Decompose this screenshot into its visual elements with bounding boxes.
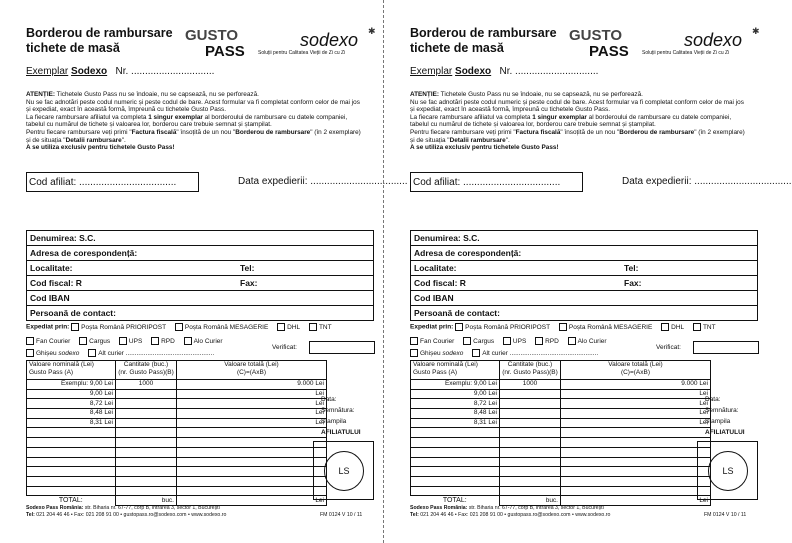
stamp-box[interactable] xyxy=(697,441,758,500)
table-row[interactable]: 8,31 Lei Lei xyxy=(27,418,327,428)
total-label: TOTAL: xyxy=(58,496,83,504)
verificat-label: Verificat: xyxy=(272,344,297,351)
fax-field[interactable]: Fax: xyxy=(237,276,374,291)
denumirea-field[interactable]: Denumirea: S.C. xyxy=(411,231,758,246)
svg-text:✱: ✱ xyxy=(368,27,376,37)
checkbox-icon[interactable] xyxy=(455,323,463,331)
header-valoare-nominala: Valoare nominală (Lei) Gusto Pass (A) xyxy=(27,361,116,380)
shipping-row-2 xyxy=(410,337,614,345)
checkbox-icon[interactable] xyxy=(472,349,480,357)
localitate-field[interactable]: Localitate: xyxy=(27,261,238,276)
tagline: Soluții pentru Calitatea Vieții de Zi cu Zi xyxy=(258,50,346,56)
cod-iban-field[interactable]: Cod IBAN xyxy=(411,291,758,306)
option-fan-courier[interactable]: Fan Courier xyxy=(410,338,454,345)
verificat-label: Verificat: xyxy=(656,344,681,351)
shipping-row-3 xyxy=(26,349,221,357)
checkbox-icon[interactable] xyxy=(661,323,669,331)
shipping-row-2 xyxy=(26,337,230,345)
table-row: Exemplu: 9,00 Lei 1000 9.000 Lei xyxy=(27,380,327,390)
tel-field[interactable]: Tel: xyxy=(621,261,758,276)
table-row[interactable] xyxy=(27,467,327,477)
table-row[interactable]: 9,00 Lei Lei xyxy=(411,389,711,399)
sodexo-logo xyxy=(300,26,376,50)
total-row[interactable] xyxy=(27,496,327,506)
checkbox-icon[interactable] xyxy=(26,337,34,345)
table-row[interactable]: 8,72 Lei Lei xyxy=(411,399,711,409)
table-row[interactable] xyxy=(411,486,711,496)
fax-field[interactable]: Fax: xyxy=(621,276,758,291)
shipping-row-1: Expediat prin: Poșta Română PRIORIPOST Poșta Română MESAGERIE DHL TNT xyxy=(26,323,332,331)
option-alt-curier[interactable]: Alt curier ................................................. xyxy=(88,350,214,357)
shipping-row-3 xyxy=(410,349,605,357)
sodexo-mini-logo: sodexo xyxy=(58,349,80,357)
option-rpd[interactable]: RPD xyxy=(535,338,559,345)
checkbox-icon[interactable] xyxy=(410,349,418,357)
stamp-box[interactable] xyxy=(313,441,374,500)
sodexo-logo xyxy=(684,26,760,50)
table-row: Exemplu: 9,00 Lei 1000 9.000 Lei xyxy=(411,380,711,390)
option-mesagerie[interactable]: Poșta Română MESAGERIE xyxy=(175,324,268,331)
data-expedierii-field[interactable]: Data expedierii: ................................... xyxy=(622,176,792,187)
table-row[interactable] xyxy=(27,447,327,457)
header-valoare-totala: Valoare totală (Lei) (C)=(AxB) xyxy=(561,361,711,380)
adresa-field[interactable]: Adresa de corespondență: xyxy=(411,246,758,261)
table-row[interactable] xyxy=(411,438,711,448)
checkbox-icon[interactable] xyxy=(88,349,96,357)
checkbox-icon[interactable] xyxy=(26,349,34,357)
option-rpd[interactable]: RPD xyxy=(151,338,175,345)
option-prioripost[interactable]: Poșta Română PRIORIPOST xyxy=(71,324,166,331)
shipping-row-1: Expediat prin: Poșta Română PRIORIPOST Poșta Română MESAGERIE DHL TNT xyxy=(410,323,716,331)
persoana-contact-field[interactable]: Persoană de contact: xyxy=(27,306,374,321)
option-alo-curier[interactable]: Alo Curier xyxy=(568,338,607,345)
table-row[interactable] xyxy=(411,457,711,467)
checkbox-icon[interactable] xyxy=(559,323,567,331)
total-label: TOTAL: xyxy=(442,496,467,504)
cod-afiliat-field[interactable]: Cod afiliat: ................................... xyxy=(410,172,583,192)
checkbox-icon[interactable] xyxy=(79,337,87,345)
option-fan-courier[interactable]: Fan Courier xyxy=(26,338,70,345)
option-tnt[interactable]: TNT xyxy=(693,324,716,331)
checkbox-icon[interactable] xyxy=(184,337,192,345)
table-row[interactable] xyxy=(27,438,327,448)
checkbox-icon[interactable] xyxy=(309,323,317,331)
table-row[interactable] xyxy=(27,457,327,467)
checkbox-icon[interactable] xyxy=(175,323,183,331)
total-buc[interactable]: buc. xyxy=(116,496,177,506)
checkbox-icon[interactable] xyxy=(463,337,471,345)
notice-text: ATENȚIE: Tichetele Gusto Pass nu se îndoaie, nu se capsează, nu se perforează. Nu se fac adnotări peste codul numeric și peste codul de bare. Acest formular va fi completat conform celor de mai jos și expediat, exact în această formă, împreună cu tichetele Gusto Pass. La fiecare rambursare afiliatul va completa 1 singur exemplar al borderoului de rambursare cu datele companiei, tabelul cu numărul de tichete și valoarea lor, borderou care trebuie semnat și ștampilat. Pentru fiecare rambursare veți primi "Factura fiscală" însoțită de un nou "Borderou de rambursare" (în 2 exemplare) și de situația "Detalii rambursare". A se utiliza exclusiv pentru tichetele Gusto Pass! xyxy=(26,91,361,152)
option-dhl[interactable]: DHL xyxy=(661,324,684,331)
localitate-field[interactable]: Localitate: xyxy=(411,261,622,276)
verificat-field[interactable] xyxy=(693,341,759,354)
option-alo-curier[interactable]: Alo Curier xyxy=(184,338,223,345)
signature-block: Data: Semnătura: Ștampila AFILIATULUI xyxy=(705,396,745,436)
footer-contact: Sodexo Pass România: str. Biharia nr. 67-77, corp B, intrarea 3, sector 1, București Tel: 021 204 46 46 • Fax: 021 208 91 00 • gustopass.ro@sodexo.com • www.sodexo.ro xyxy=(26,505,227,518)
header-cantitate: Cantitate (buc.) (nr. Gusto Pass)(B) xyxy=(116,361,177,380)
total-row[interactable] xyxy=(411,496,711,506)
table-row[interactable] xyxy=(411,476,711,486)
table-row[interactable]: 8,31 Lei Lei xyxy=(411,418,711,428)
adresa-field[interactable]: Adresa de corespondență: xyxy=(27,246,374,261)
checkbox-icon[interactable] xyxy=(71,323,79,331)
total-buc[interactable]: buc. xyxy=(500,496,561,506)
tagline: Soluții pentru Calitatea Vieții de Zi cu Zi xyxy=(642,50,730,56)
option-tnt[interactable]: TNT xyxy=(309,324,332,331)
table-row[interactable]: 9,00 Lei Lei xyxy=(27,389,327,399)
svg-text:PASS: PASS xyxy=(589,43,629,60)
option-ups[interactable]: UPS xyxy=(503,338,526,345)
option-mesagerie[interactable]: Poșta Română MESAGERIE xyxy=(559,324,652,331)
ls-stamp-circle: LS xyxy=(708,451,748,491)
exemplar-line: Exemplar Sodexo Nr. .............................. xyxy=(410,66,599,77)
verificat-field[interactable] xyxy=(309,341,375,354)
svg-text:✱: ✱ xyxy=(752,27,760,37)
table-row[interactable] xyxy=(27,486,327,496)
option-cargus[interactable]: Cargus xyxy=(463,338,494,345)
svg-text:PASS: PASS xyxy=(205,43,245,60)
svg-text:GUSTO: GUSTO xyxy=(569,27,623,44)
checkbox-icon[interactable] xyxy=(277,323,285,331)
checkbox-icon[interactable] xyxy=(410,337,418,345)
table-row[interactable]: 8,48 Lei Lei xyxy=(411,409,711,419)
checkbox-icon[interactable] xyxy=(119,337,127,345)
persoana-contact-field[interactable]: Persoană de contact: xyxy=(411,306,758,321)
table-row[interactable] xyxy=(411,447,711,457)
form-copy-right xyxy=(384,0,792,543)
footer-contact: Sodexo Pass România: str. Biharia nr. 67-77, corp B, intrarea 3, sector 1, București Tel: 021 204 46 46 • Fax: 021 208 91 00 • gustopass.ro@sodexo.com • www.sodexo.ro xyxy=(410,505,611,518)
svg-text:GUSTO: GUSTO xyxy=(185,27,239,44)
tel-field[interactable]: Tel: xyxy=(237,261,374,276)
cod-afiliat-field[interactable]: Cod afiliat: ................................... xyxy=(26,172,199,192)
option-alt-curier[interactable]: Alt curier ................................................. xyxy=(472,350,598,357)
option-ghiseu[interactable]: Ghișeu sodexo xyxy=(26,350,79,357)
option-cargus[interactable]: Cargus xyxy=(79,338,110,345)
sodexo-mini-logo: sodexo xyxy=(442,349,464,357)
table-row[interactable] xyxy=(27,476,327,486)
table-row[interactable]: 8,72 Lei Lei xyxy=(27,399,327,409)
ls-stamp-circle: LS xyxy=(324,451,364,491)
table-row[interactable] xyxy=(411,428,711,438)
option-prioripost[interactable]: Poșta Română PRIORIPOST xyxy=(455,324,550,331)
form-code: FM 0124 V 10 / 11 xyxy=(704,512,747,518)
checkbox-icon[interactable] xyxy=(151,337,159,345)
option-ups[interactable]: UPS xyxy=(119,338,142,345)
exemplar-line: Exemplar Sodexo Nr. .............................. xyxy=(26,66,215,77)
value-table xyxy=(26,360,327,506)
total-lei[interactable]: Lei xyxy=(561,496,711,506)
company-info-table xyxy=(26,230,374,321)
company-info-table xyxy=(410,230,758,321)
svg-text:sodexo: sodexo xyxy=(684,30,743,50)
data-expedierii-field[interactable]: Data expedierii: ................................... xyxy=(238,176,408,187)
header-valoare-totala: Valoare totală (Lei) (C)=(AxB) xyxy=(177,361,327,380)
value-table xyxy=(410,360,711,506)
table-row[interactable] xyxy=(411,467,711,477)
header-cantitate: Cantitate (buc.) (nr. Gusto Pass)(B) xyxy=(500,361,561,380)
checkbox-icon[interactable] xyxy=(568,337,576,345)
total-lei[interactable]: Lei xyxy=(177,496,327,506)
signature-block: Data: Semnătura: Ștampila AFILIATULUI xyxy=(321,396,361,436)
header-valoare-nominala: Valoare nominală (Lei) Gusto Pass (A) xyxy=(411,361,500,380)
checkbox-icon[interactable] xyxy=(535,337,543,345)
form-title: Borderou de rambursare tichete de masă xyxy=(26,26,173,55)
form-code: FM 0124 V 10 / 11 xyxy=(320,512,363,518)
notice-text: ATENȚIE: Tichetele Gusto Pass nu se îndoaie, nu se capsează, nu se perforează. Nu se fac adnotări peste codul numeric și peste codul de bare. Acest formular va fi completat conform celor de mai jos și expediat, exact în această formă, împreună cu tichetele Gusto Pass. La fiecare rambursare afiliatul va completa 1 singur exemplar al borderoului de rambursare cu datele companiei, tabelul cu numărul de tichete și valoarea lor, borderou care trebuie semnat și ștampilat. Pentru fiecare rambursare veți primi "Factura fiscală" însoțită de un nou "Borderou de rambursare" (în 2 exemplare) și de situația "Detalii rambursare". A se utiliza exclusiv pentru tichetele Gusto Pass! xyxy=(410,91,745,152)
checkbox-icon[interactable] xyxy=(503,337,511,345)
svg-text:sodexo: sodexo xyxy=(300,30,359,50)
checkbox-icon[interactable] xyxy=(693,323,701,331)
table-row[interactable]: 8,48 Lei Lei xyxy=(27,409,327,419)
gusto-pass-logo xyxy=(183,26,245,60)
table-row[interactable] xyxy=(27,428,327,438)
cod-fiscal-field[interactable]: Cod fiscal: R xyxy=(411,276,622,291)
gusto-pass-logo xyxy=(567,26,629,60)
denumirea-field[interactable]: Denumirea: S.C. xyxy=(27,231,374,246)
option-dhl[interactable]: DHL xyxy=(277,324,300,331)
option-ghiseu[interactable]: Ghișeu sodexo xyxy=(410,350,463,357)
cod-iban-field[interactable]: Cod IBAN xyxy=(27,291,374,306)
cod-fiscal-field[interactable]: Cod fiscal: R xyxy=(27,276,238,291)
form-title: Borderou de rambursare tichete de masă xyxy=(410,26,557,55)
